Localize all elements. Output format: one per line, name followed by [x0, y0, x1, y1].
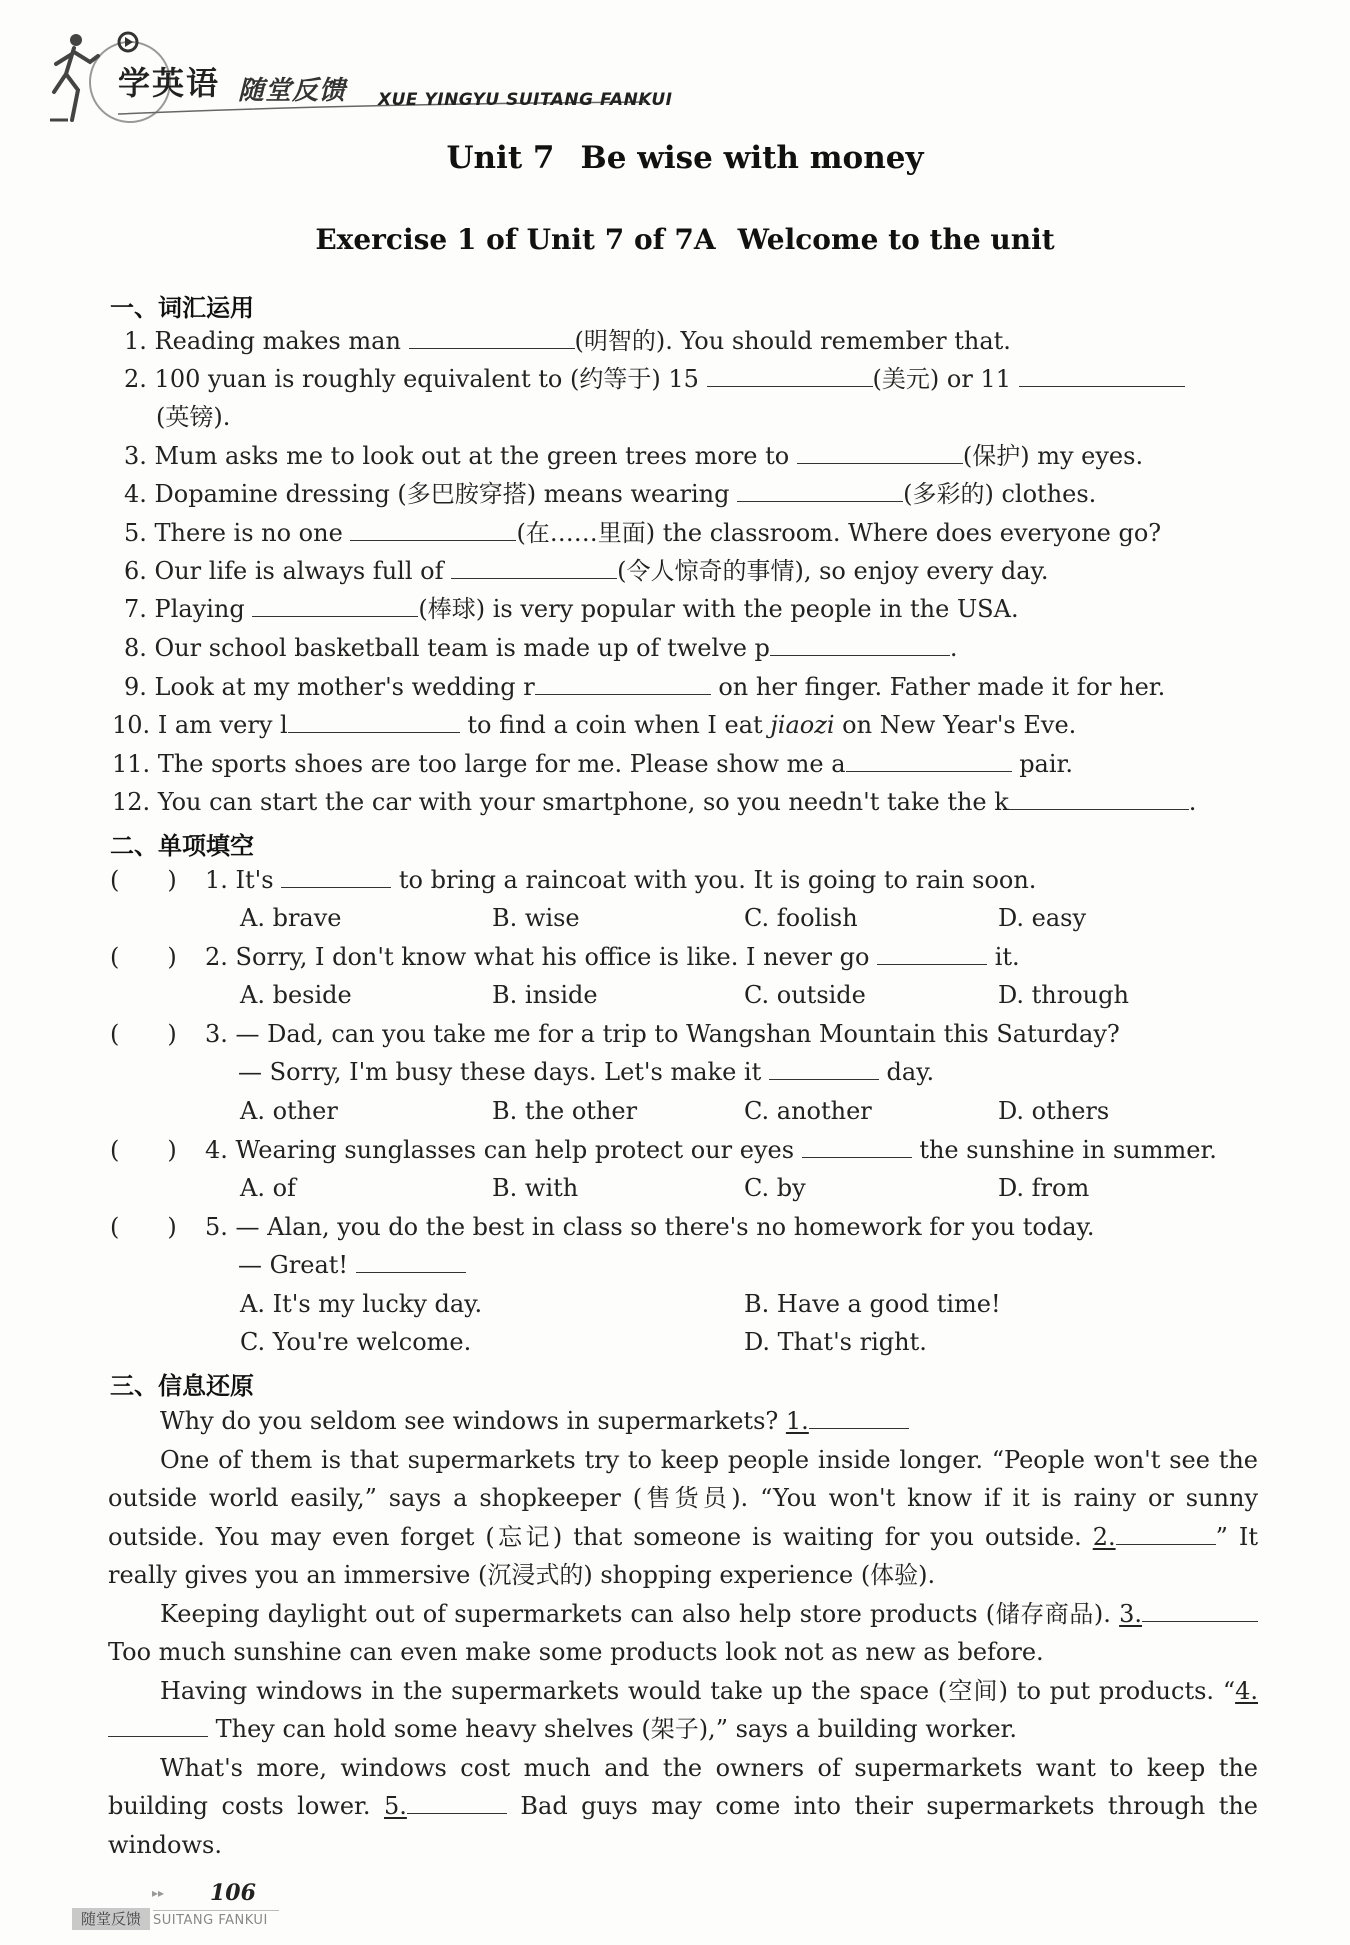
answer-blank[interactable]	[350, 518, 516, 541]
section1-heading: 一、词汇运用	[110, 294, 254, 322]
unit-name: Be wise with money	[580, 140, 924, 176]
vocab-item-6: 6. Our life is always full of (令人惊奇的事情), so enjoy every day.	[124, 557, 1049, 585]
answer-blank[interactable]	[451, 556, 617, 579]
mc-answer-bracket[interactable]: ( )	[110, 866, 177, 894]
passage-para-3: Keeping daylight out of supermarkets can also help store products (储存商品). 3. Too much sunshine can even make some products look not as new as before.	[108, 1595, 1258, 1672]
mc-question-4: 4. Wearing sunglasses can help protect our eyes the sunshine in summer.	[205, 1136, 1217, 1164]
vocab-item-10: 10. I am very l to find a coin when I eat jiaozi on New Year's Eve.	[112, 711, 1077, 739]
vocab-item-5: 5. There is no one (在……里面) the classroom. Where does everyone go?	[124, 519, 1162, 547]
blank-number: 5.	[383, 1792, 407, 1820]
answer-blank[interactable]	[737, 479, 903, 502]
mc-option[interactable]: B. inside	[492, 981, 598, 1009]
answer-blank[interactable]	[409, 326, 575, 349]
unit-number: Unit 7	[446, 140, 555, 176]
mc-option[interactable]: D. That's right.	[744, 1328, 927, 1356]
vocab-item-9: 9. Look at my mother's wedding r on her finger. Father made it for her.	[124, 673, 1166, 701]
mc-option[interactable]: C. another	[744, 1097, 872, 1125]
mc-option[interactable]: C. outside	[744, 981, 866, 1009]
mc-option[interactable]: A. other	[240, 1097, 338, 1125]
answer-blank[interactable]	[1142, 1599, 1258, 1622]
mc-option[interactable]: C. foolish	[744, 904, 858, 932]
vocab-item-2: 2. 100 yuan is roughly equivalent to (约等于) 15 (美元) or 11	[124, 364, 1185, 394]
section2-heading: 二、单项填空	[110, 832, 254, 860]
exercise-title	[0, 223, 1350, 256]
exercise-main: Exercise 1 of Unit 7 of 7A	[315, 223, 716, 256]
answer-blank[interactable]	[108, 1714, 208, 1737]
header-cn-subtitle: 随堂反馈	[238, 76, 347, 106]
answer-blank	[356, 1250, 466, 1273]
mc-option[interactable]: B. Have a good time!	[744, 1290, 1001, 1318]
reading-passage	[108, 1402, 1258, 1864]
mc-option[interactable]: D. easy	[998, 904, 1087, 932]
mc-option[interactable]: B. with	[492, 1174, 579, 1202]
vocab-item-7: 7. Playing (棒球) is very popular with the people in the USA.	[124, 595, 1019, 623]
unit-title	[0, 140, 1350, 176]
answer-blank[interactable]	[770, 633, 950, 656]
mc-question-3-reply: — Sorry, I'm busy these days. Let's make it day.	[238, 1058, 935, 1086]
footer-divider	[153, 1910, 279, 1911]
answer-blank[interactable]	[797, 441, 963, 464]
vocab-item-3: 3. Mum asks me to look out at the green trees more to (保护) my eyes.	[124, 442, 1144, 470]
answer-blank[interactable]	[288, 710, 460, 733]
mc-answer-bracket[interactable]: ( )	[110, 1020, 177, 1048]
passage-para-4: Having windows in the supermarkets would take up the space (空间) to put products. “4. They can hold some heavy shelves (架子),” says a building worker.	[108, 1672, 1258, 1749]
mc-question-1: 1. It's to bring a raincoat with you. It is going to rain soon.	[205, 866, 1037, 894]
section3-heading: 三、信息还原	[110, 1372, 254, 1400]
blank-number: 2.	[1092, 1522, 1116, 1551]
vocab-item-8: 8. Our school basketball team is made up of twelve p .	[124, 634, 958, 662]
vocab-item-12: 12. You can start the car with your smartphone, so you needn't take the k .	[112, 788, 1197, 816]
footer-badge: 随堂反馈	[72, 1908, 150, 1930]
mc-option[interactable]: D. through	[998, 981, 1129, 1009]
answer-blank[interactable]	[1009, 787, 1189, 810]
vocab-item-1: 1. Reading makes man (明智的). You should remember that.	[124, 327, 1011, 355]
mc-question-3: 3. — Dad, can you take me for a trip to Wangshan Mountain this Saturday?	[205, 1020, 1120, 1048]
answer-blank[interactable]	[846, 749, 1012, 772]
answer-blank[interactable]	[535, 672, 711, 695]
blank-number: 4.	[1235, 1676, 1258, 1705]
footer-en: SUITANG FANKUI	[153, 1913, 268, 1928]
header-logo	[48, 22, 688, 132]
vocab-item-11: 11. The sports shoes are too large for me. Please show me a pair.	[112, 750, 1073, 778]
header-cn-title: 学英语	[118, 64, 221, 102]
mc-answer-bracket[interactable]: ( )	[110, 1136, 177, 1164]
passage-para-5: What's more, windows cost much and the owners of supermarkets want to keep the building costs lower. 5. Bad guys may come into their supermarkets through the windows.	[108, 1753, 1259, 1859]
passage-para-1: Why do you seldom see windows in supermarkets? 1.	[108, 1402, 1258, 1441]
answer-blank[interactable]	[809, 1406, 909, 1429]
mc-option[interactable]: D. from	[998, 1174, 1090, 1202]
passage-para-2: One of them is that supermarkets try to keep people inside longer. “People won't see the outside world easily,” says a shopkeeper (售货员). “You won't know if it is rainy or sunny outside. You may even forget (忘记) that someone is waiting for you outside. 2. ” It really gives you an immersive (沉浸式的) shopping experience (体验).	[108, 1445, 1258, 1589]
header-en-title: XUE YINGYU SUITANG FANKUI	[378, 90, 673, 110]
blank-number: 3.	[1119, 1599, 1142, 1628]
mc-option[interactable]: B. the other	[492, 1097, 638, 1125]
answer-blank	[877, 942, 987, 965]
mc-option[interactable]: C. You're welcome.	[240, 1328, 472, 1356]
mc-question-5: 5. — Alan, you do the best in class so there's no homework for you today.	[205, 1213, 1095, 1241]
answer-blank[interactable]	[252, 594, 418, 617]
mc-answer-bracket[interactable]: ( )	[110, 943, 177, 971]
mc-option[interactable]: A. brave	[240, 904, 342, 932]
exercise-sub: Welcome to the unit	[737, 223, 1055, 256]
answer-blank	[769, 1057, 879, 1080]
answer-blank[interactable]	[1116, 1522, 1216, 1545]
answer-blank	[281, 865, 391, 888]
mc-question-2: 2. Sorry, I don't know what his office is like. I never go it.	[205, 943, 1020, 971]
page-number: 106	[210, 1880, 256, 1906]
mc-option[interactable]: A. of	[240, 1174, 296, 1202]
mc-option[interactable]: A. beside	[240, 981, 352, 1009]
answer-blank[interactable]	[407, 1791, 507, 1814]
vocab-item-4: 4. Dopamine dressing (多巴胺穿搭) means wearing (多彩的) clothes.	[124, 480, 1097, 508]
mc-option[interactable]: C. by	[744, 1174, 806, 1202]
mc-question-5-reply: — Great!	[238, 1250, 466, 1280]
page-arrows-icon: ▸▸	[152, 1886, 165, 1900]
answer-blank[interactable]	[707, 364, 873, 387]
vocab-item-2-cont: (英镑).	[156, 403, 231, 431]
mc-option[interactable]: A. It's my lucky day.	[240, 1290, 483, 1318]
mc-option[interactable]: B. wise	[492, 904, 580, 932]
mc-answer-bracket[interactable]: ( )	[110, 1213, 177, 1241]
mc-option[interactable]: D. others	[998, 1097, 1110, 1125]
blank-number: 1.	[785, 1407, 809, 1435]
answer-blank[interactable]	[1019, 364, 1185, 387]
answer-blank	[802, 1135, 912, 1158]
